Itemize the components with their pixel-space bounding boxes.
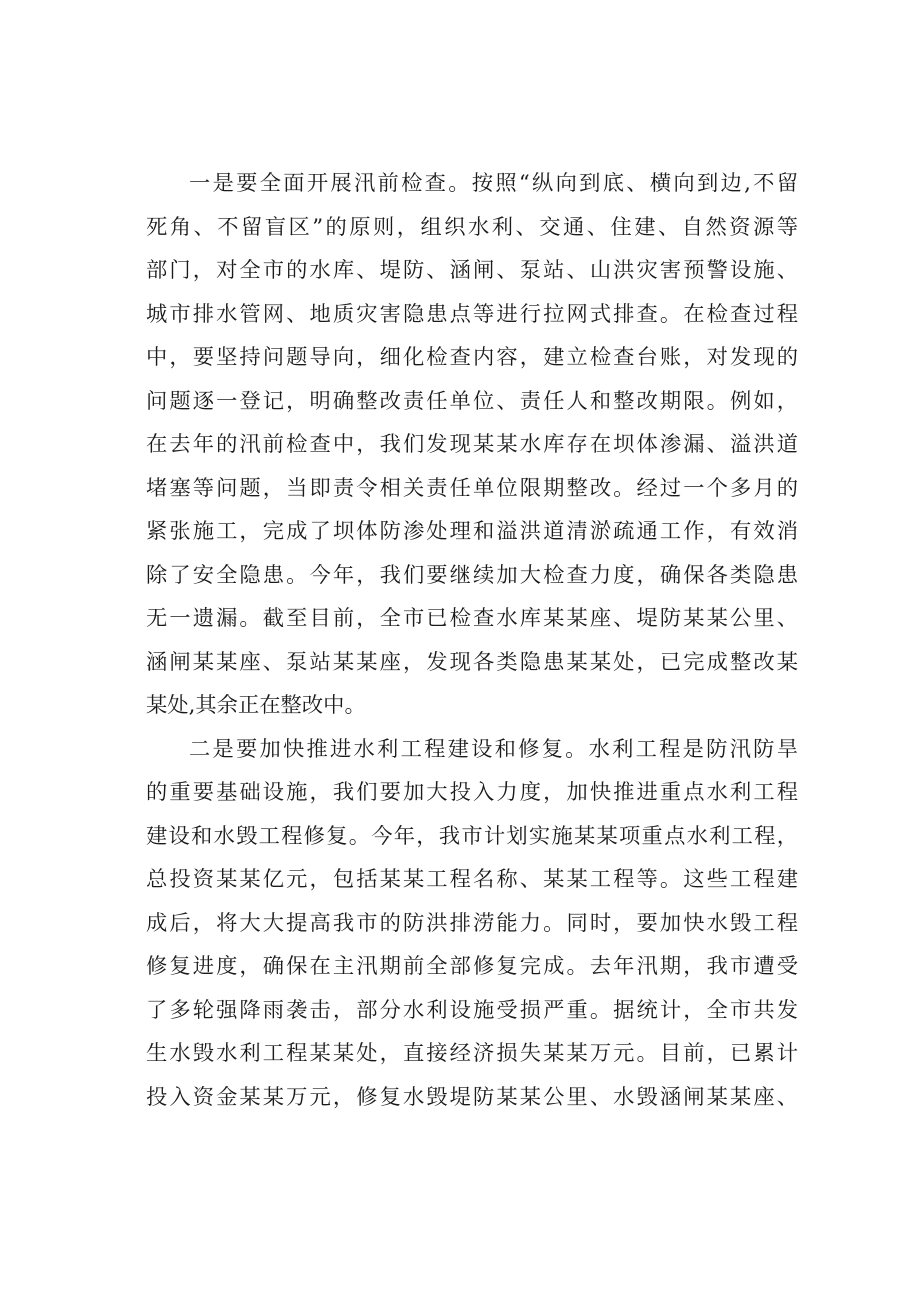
text-line: 在去年的汛前检查中，我们发现某某水库存在坝体渗漏、溢洪道 bbox=[146, 432, 798, 457]
paragraph-water-projects bbox=[146, 728, 798, 1120]
text-line: 建设和水毁工程修复。今年，我市计划实施某某项重点水利工程， bbox=[146, 823, 798, 849]
text-line: 死角、不留盲区”的原则，组织水利、交通、住建、自然资源等 bbox=[146, 214, 798, 240]
paragraph-flood-inspection bbox=[146, 162, 798, 728]
text-line: 某处,其余正在整改中。 bbox=[146, 693, 366, 718]
text-line: 部门，对全市的水库、堤防、涵闸、泵站、山洪灾害预警设施、 bbox=[146, 258, 798, 283]
text-line: 堵塞等问题，当即责令相关责任单位限期整改。经过一个多月的 bbox=[146, 475, 798, 501]
text-line: 总投资某某亿元，包括某某工程名称、某某工程等。这些工程建 bbox=[146, 867, 798, 892]
text-line: 二是要加快推进水利工程建设和修复。水利工程是防汛防旱 bbox=[189, 736, 798, 762]
text-line: 的重要基础设施，我们要加大投入力度，加快推进重点水利工程 bbox=[146, 780, 798, 805]
text-line: 问题逐一登记，明确整改责任单位、责任人和整改期限。例如， bbox=[146, 388, 798, 414]
text-line: 生水毁水利工程某某处，直接经济损失某某万元。目前，已累计 bbox=[146, 1041, 798, 1066]
text-line: 了多轮强降雨袭击，部分水利设施受损严重。据统计，全市共发 bbox=[146, 997, 798, 1023]
text-line: 涵闸某某座、泵站某某座，发现各类隐患某某处，已完成整改某 bbox=[146, 649, 798, 675]
text-line: 城市排水管网、地质灾害隐患点等进行拉网式排查。在检查过程 bbox=[146, 301, 798, 327]
text-line: 一是要全面开展汛前检查。按照“纵向到底、横向到边,不留 bbox=[189, 171, 798, 196]
text-line: 修复进度，确保在主汛期前全部修复完成。去年汛期，我市遭受 bbox=[146, 954, 798, 979]
text-line: 中，要坚持问题导向，细化检查内容，建立检查台账，对发现的 bbox=[146, 345, 798, 370]
document-body bbox=[146, 162, 798, 1119]
text-line: 投入资金某某万元，修复水毁堤防某某公里、水毁涵闸某某座、 bbox=[146, 1084, 798, 1110]
text-line: 无一遗漏。截至目前，全市已检查水库某某座、堤防某某公里、 bbox=[146, 606, 798, 631]
text-line: 紧张施工，完成了坝体防渗处理和溢洪道清淤疏通工作，有效消 bbox=[146, 519, 798, 544]
text-line: 除了安全隐患。今年，我们要继续加大检查力度，确保各类隐患 bbox=[146, 562, 798, 588]
text-line: 成后，将大大提高我市的防洪排涝能力。同时，要加快水毁工程 bbox=[146, 910, 798, 936]
